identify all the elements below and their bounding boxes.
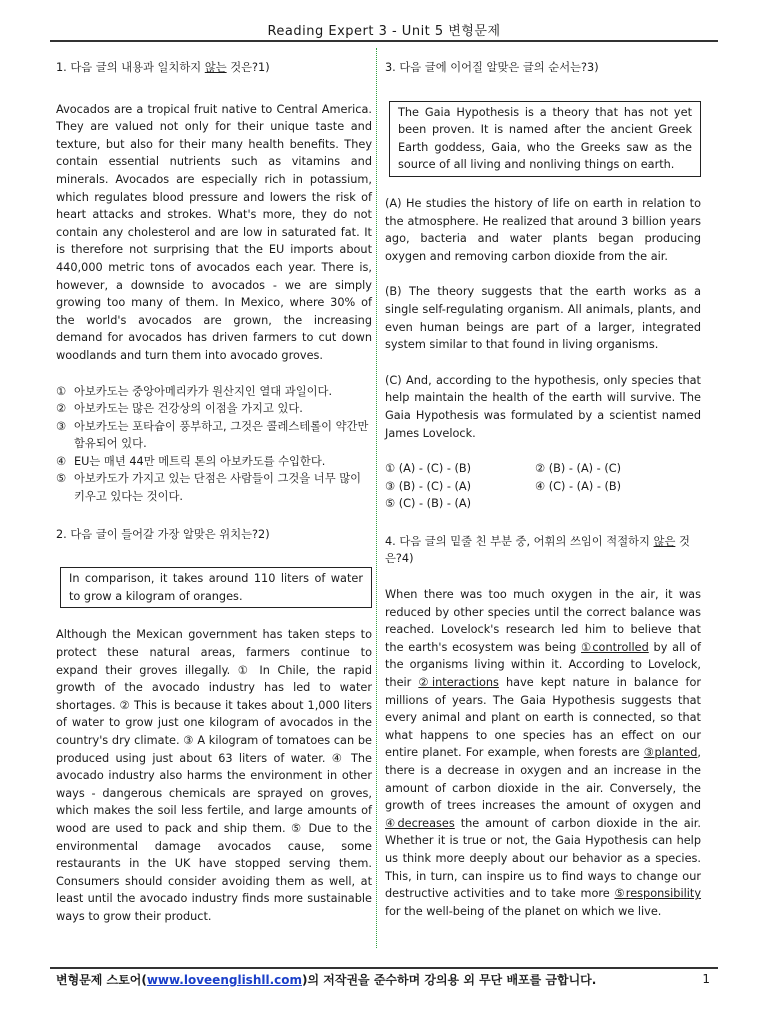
- option-number: ⑤: [56, 472, 67, 486]
- q3-option: ⑤ (C) - (B) - (A): [385, 497, 472, 511]
- q4-underlined-word: ①controlled: [581, 640, 649, 654]
- q4-underlined-word: ②interactions: [418, 676, 499, 690]
- column-divider: [376, 48, 377, 948]
- page-header: [50, 20, 718, 39]
- q4-text: , there is a decrease in oxygen and an increase in the amount of carbon dioxide in the air. Conversely, the growth of trees increases the amount of oxygen and: [385, 746, 701, 813]
- q3-option: ③ (B) - (C) - (A): [385, 479, 472, 493]
- q1-option: [56, 470, 372, 505]
- q1-prompt-after: 것은?1): [226, 61, 270, 74]
- question-1-prompt: [56, 59, 372, 77]
- right-column: [385, 52, 701, 938]
- question-1-options: [56, 383, 372, 506]
- question-3-prompt: 3. 다음 글에 이어질 알맞은 글의 순서는?3): [385, 61, 599, 74]
- question-2-prompt: 2. 다음 글이 들어갈 가장 알맞은 위치는?2): [56, 527, 270, 541]
- option-text: 아보카도가 가지고 있는 단점은 사람들이 그것을 너무 많이 키우고 있다는 것이다.: [74, 472, 362, 504]
- footer-rule: [50, 967, 718, 969]
- q1-option: [56, 383, 372, 401]
- q1-option: [56, 418, 372, 453]
- q3-option: ④ (C) - (A) - (B): [535, 479, 622, 493]
- footer-text-after: )의 저작권을 준수하며 강의용 외 무단 배포를 금합니다.: [302, 973, 597, 987]
- option-text: 아보카도는 많은 건강상의 이점을 가지고 있다.: [74, 402, 303, 416]
- q4-text: have kept nature in balance for millions of years. The Gaia Hypothesis suggests that every animal and plant on earth is connected, so that what happens to one species has an effect on our entire planet. For example, when forests are: [385, 676, 701, 760]
- page-number: 1: [702, 972, 710, 986]
- q4-prompt-after: 것은?4): [385, 534, 690, 566]
- question-2-insert-box: In comparison, it takes around 110 liters of water to grow a kilogram of oranges.: [60, 567, 372, 608]
- footer-link[interactable]: www.loveenglishll.com: [146, 973, 303, 987]
- question-2-passage: Although the Mexican government has taken steps to protect these natural areas, farmers continue to expand their groves illegally. ① In Chile, the rapid growth of the avocado industry has led to water shortages. ② This is because it takes about 1,000 liters of water to grow just one kilogram of avocados in the country's dry climate. ③ A kilogram of tomatoes can be produced using just about 63 liters of water. ④ The avocado industry also harms the environment in other ways - dangerous chemicals are sprayed on groves, which makes the soil less fertile, and large amounts of wood are used to pack and ship them. ⑤ Due to the environmental damage avocados cause, some restaurants in the UK have stopped serving them. Consumers should consider avoiding them as well, at least until the avocado industry finds more sustainable ways to grow their product.: [56, 628, 372, 923]
- q4-underlined-word: ③planted: [643, 746, 698, 760]
- q4-text: for the well-being of the planet on which we live.: [385, 904, 662, 918]
- q1-prompt-underlined: 않는: [204, 61, 227, 74]
- question-4-passage: [385, 586, 701, 920]
- option-number: ②: [56, 402, 67, 416]
- question-1-passage: Avocados are a tropical fruit native to Central America. They are valued not only for their unique taste and texture, but also for their many health benefits. They contain essential nutrients such as vitamins and minerals. Avocados are especially rich in potassium, which regulates blood pressure and lowers the risk of heart attacks and strokes. What's more, they do not contain any cholesterol and are low in saturated fat. It is therefore not surprising that the EU imports about 440,000 metric tons of avocados each year. There is, however, a downside to avocados - we are simply growing too many of them. In Mexico, where 30% of the world's avocados are grown, the increasing demand for avocados has driven farmers to cut down woodlands and turn them into avocado groves.: [56, 102, 372, 362]
- question-4-prompt: [385, 533, 701, 568]
- q1-option: [56, 400, 372, 418]
- header-rule: [50, 40, 718, 42]
- q3-option: ① (A) - (C) - (B): [385, 462, 472, 476]
- question-3-intro-box: The Gaia Hypothesis is a theory that has not yet been proven. It is named after the ancient Greek Earth goddess, Gaia, who the Greeks saw as the source of all living and nonliving things on earth.: [389, 101, 701, 177]
- q4-text: by all of the organisms living within it. According to Lovelock, their: [385, 640, 702, 690]
- q4-underlined-word: ④decreases: [385, 816, 455, 830]
- footer-notice: [56, 971, 596, 988]
- q4-underlined-word: ⑤responsibility: [614, 887, 702, 901]
- q4-text: When there was too much oxygen in the air, it was reduced by other species until the correct balance was reached. Lovelock's research led him to believe that the earth's ecosystem was being: [385, 588, 701, 654]
- option-text: 아보카도는 포타슘이 풍부하고, 그것은 콜레스테롤이 약간만 함유되어 있다.: [74, 419, 369, 451]
- q1-option: [56, 453, 372, 471]
- footer-text-before: 변형문제 스토어(: [56, 973, 147, 987]
- q4-text: the amount of carbon dioxide in the air. Whether it is true or not, the Gaia Hypothesis can help us think more deeply about our behavior as a species. This, in turn, can inspire us to find ways to change our destructive activities and to take more: [385, 816, 702, 901]
- option-text: EU는 매년 44만 메트릭 톤의 아보카도를 수입한다.: [74, 454, 326, 468]
- question-3-paragraph-b: (B) The theory suggests that the earth works as a single self-regulating organism. All animals, plants, and even human beings are part of a larger, integrated system similar to that found in living organisms.: [385, 285, 701, 352]
- q1-prompt-before: 1. 다음 글의 내용과 일치하지: [56, 61, 205, 74]
- question-3-paragraph-c: (C) And, according to the hypothesis, only species that help maintain the health of the earth will survive. The Gaia Hypothesis was formulated by a scientist named James Lovelock.: [385, 373, 701, 440]
- question-3-options: [385, 460, 701, 513]
- q3-option: ② (B) - (A) - (C): [535, 462, 622, 476]
- option-number: ③: [56, 419, 67, 433]
- q4-prompt-before: 4. 다음 글의 밑줄 친 부분 중, 어휘의 쓰임이 적절하지: [385, 534, 654, 548]
- question-3-paragraph-a: (A) He studies the history of life on earth in relation to the atmosphere. He realized that around 3 billion years ago, bacteria and water plants began producing oxygen and removing carbon dioxide from the air.: [385, 196, 701, 263]
- q4-prompt-underlined: 않은: [653, 534, 676, 548]
- header-title: Reading Expert 3 - Unit 5 변형문제: [267, 24, 501, 39]
- option-number: ①: [56, 384, 67, 398]
- left-column: [56, 52, 372, 944]
- option-number: ④: [56, 454, 67, 468]
- option-text: 아보카도는 중앙아메리카가 원산지인 열대 과일이다.: [74, 384, 333, 398]
